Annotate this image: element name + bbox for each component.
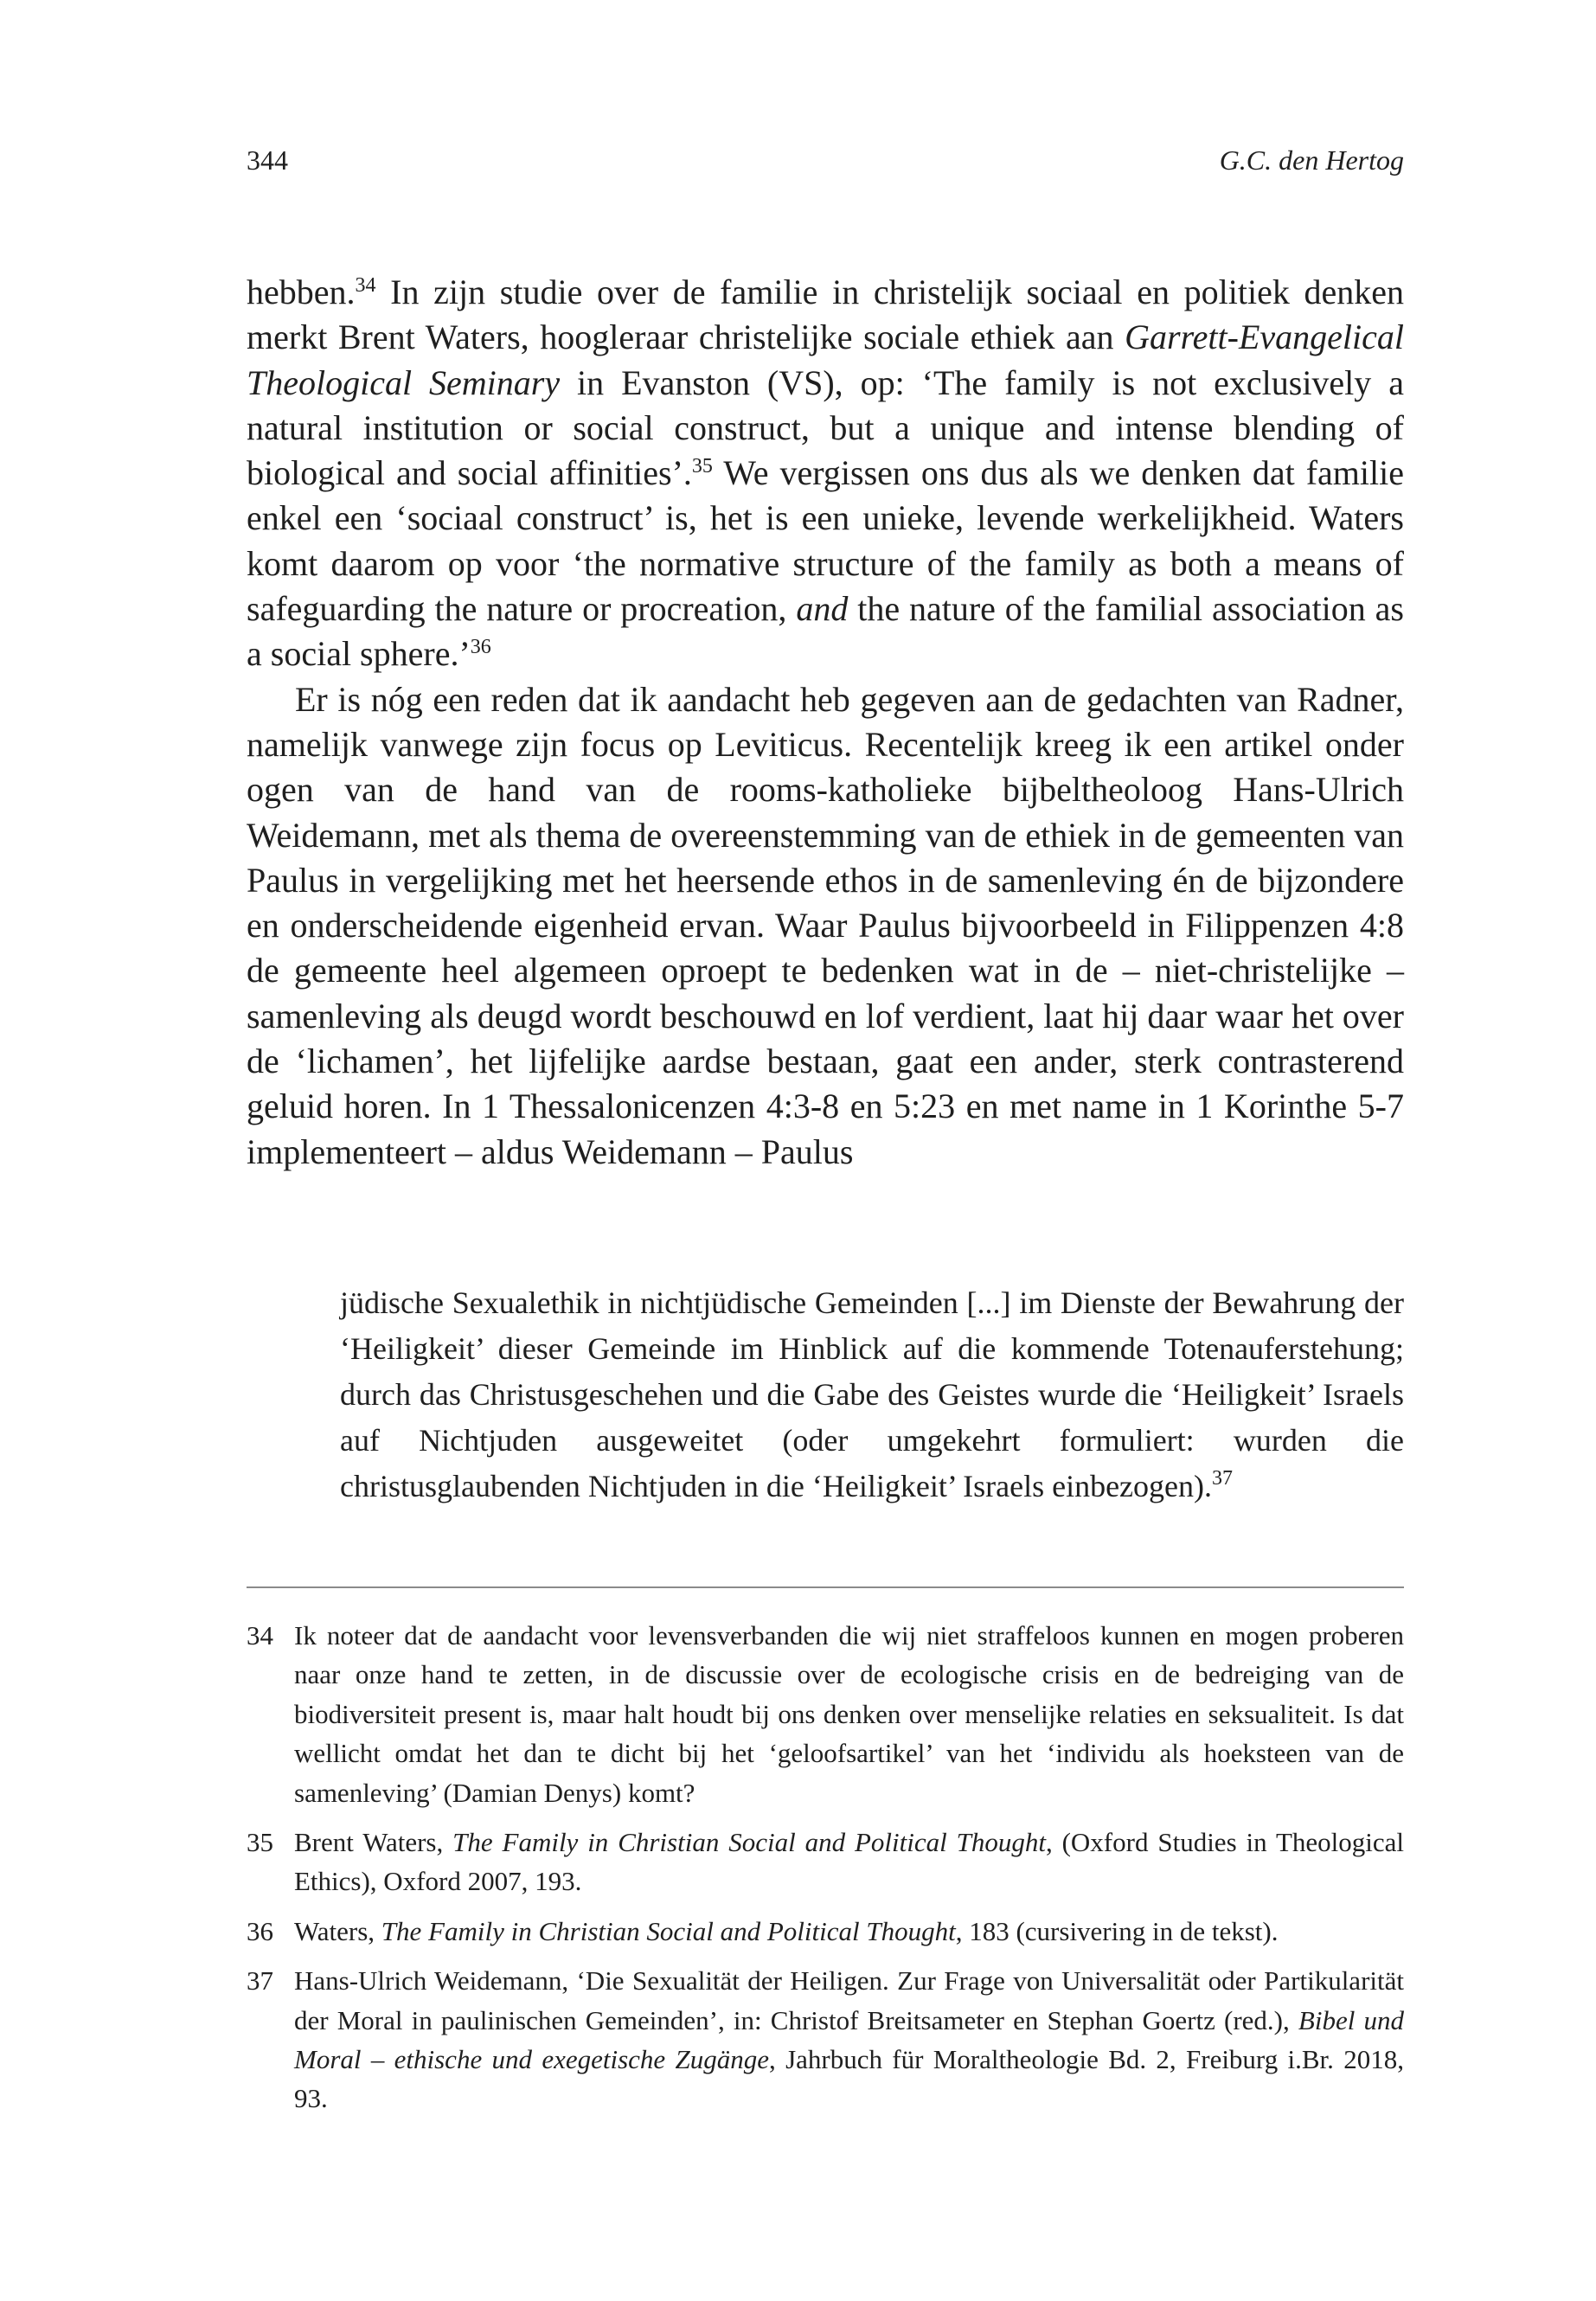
footnote-number: 36 — [247, 1915, 273, 1946]
footnote-35-text-a: Brent Waters, — [294, 1827, 453, 1858]
footnotes — [247, 1616, 1404, 2129]
footnote-number: 34 — [247, 1620, 273, 1650]
institution-name: Garrett-Evangelical Theological Seminary — [247, 317, 1404, 402]
footnote-36-text-b: , 183 (cursivering in de tekst). — [955, 1915, 1279, 1946]
footnote-34 — [247, 1616, 1404, 1812]
paragraph-2: Er is nóg een reden dat ik aandacht heb gegeven aan de gedachten van Radner, namelijk vanwege zijn focus op Leviticus. Recentelijk kreeg ik een artikel onder ogen van de hand van de rooms-katholieke bijbeltheoloog Hans-Ulrich Weidemann, met als thema de overeenstemming van de ethiek in de gemeenten van Paulus in vergelijking met het heersende ethos in de samenleving én de bijzondere en onderscheidende eigenheid ervan. Waar Paulus bijvoorbeeld in Filippenzen 4:8 de gemeente heel algemeen oproept te bedenken wat in de – niet-christelijke – samenleving als deugd wordt beschouwd en lof verdient, laat hij daar waar het over de ‘lichamen’, het lijfelijke aardse bestaan, gaat een ander, sterk contrasterend geluid horen. In 1 Thessalonicenzen 4:3-8 en 5:23 en met name in 1 Korinthe 5-7 implementeert – aldus Weidemann – Paulus — [247, 679, 1404, 1171]
main-text — [247, 270, 1404, 1175]
footnote-37 — [247, 1961, 1404, 2118]
footnote-35-text-b: , (Oxford Studies in Theological Ethics), Oxford 2007, 193. — [294, 1827, 1404, 1897]
running-head-author: G.C. den Hertog — [1219, 144, 1404, 176]
footnote-ref-35: 35 — [691, 455, 713, 478]
book-title: The Family in Christian Social and Political Thought — [381, 1915, 956, 1946]
footnote-ref-34: 34 — [355, 274, 376, 297]
block-quote — [340, 1280, 1404, 1509]
paragraph-1-text-b: In zijn studie over de familie in christelijk sociaal en politiek denken merkt Brent Waters, hoogleraar christelijke sociale ethiek aan — [247, 272, 1404, 357]
paragraph-1 — [247, 270, 1404, 677]
emphasis-and: and — [796, 589, 849, 629]
footnote-ref-36: 36 — [470, 636, 491, 659]
footnote-35 — [247, 1823, 1404, 1901]
paragraph-1-text-d: We vergissen ons dus als we denken dat familie enkel een ‘sociaal construct’ is, het is een unieke, levende werkelijkheid. Waters komt daarom op voor ‘the normative structure of the family as both a means of safeguarding the nature or procreation, — [247, 453, 1405, 629]
book-title: The Family in Christian Social and Political Thought — [452, 1827, 1046, 1858]
footnote-ref-37: 37 — [1212, 1467, 1233, 1490]
footnote-36 — [247, 1912, 1404, 1951]
footnote-34-text: Ik noteer dat de aandacht voor levensverbanden die wij niet straffeloos kunnen en mogen proberen naar onze hand te zetten, in de discussie over de ecologische crisis en de bedreiging van de biodiversiteit present is, maar halt houdt bij ons denken over menselijke relaties en seksualiteit. Is dat wellicht omdat het dan te dicht bij het ‘geloofsartikel’ van het ‘individu als hoeksteen van de samenleving’ (Damian Denys) komt? — [294, 1620, 1404, 1808]
footnote-separator — [247, 1586, 1404, 1588]
book-title: Bibel und Moral – ethische und exegetische Zugänge — [294, 2004, 1405, 2075]
paragraph-1-text-e: the nature of the familial association as a social sphere.’ — [247, 589, 1405, 674]
block-quote-text: jüdische Sexualethik in nichtjüdische Gemeinden [...] im Dienste der Bewahrung der ‘Heiligkeit’ dieser Gemeinde im Hinblick auf die kommende Totenauferstehung; durch das Christusgeschehen und die Gabe des Geistes wurde die ‘Heiligkeit’ Israels auf Nichtjuden ausgeweitet (oder umgekehrt formuliert: wurden die christusglaubenden Nichtjuden in die ‘Heiligkeit’ Israels einbezogen). — [340, 1285, 1404, 1503]
footnote-37-text-a: Hans-Ulrich Weidemann, ‘Die Sexualität der Heiligen. Zur Frage von Universalität oder Partikularität der Moral in paulinischen Gemeinden’, in: Christof Breitsameter en Stephan Goertz (red.), — [294, 1965, 1404, 2035]
footnote-37-text-b: , Jahrbuch für Moraltheologie Bd. 2, Freiburg i.Br. 2018, 93. — [294, 2044, 1404, 2114]
footnote-36-text-a: Waters, — [294, 1915, 381, 1946]
footnote-number: 35 — [247, 1827, 273, 1858]
running-head — [247, 138, 1404, 182]
paragraph-1-text-c: in Evanston (VS), op: ‘The family is not exclusively a natural institution or social construct, but a unique and intense blending of biological and social affinities’. — [247, 362, 1404, 493]
paragraph-1-text-a: hebben. — [247, 272, 356, 311]
footnote-number: 37 — [247, 1965, 273, 1997]
page-number: 344 — [247, 144, 288, 176]
